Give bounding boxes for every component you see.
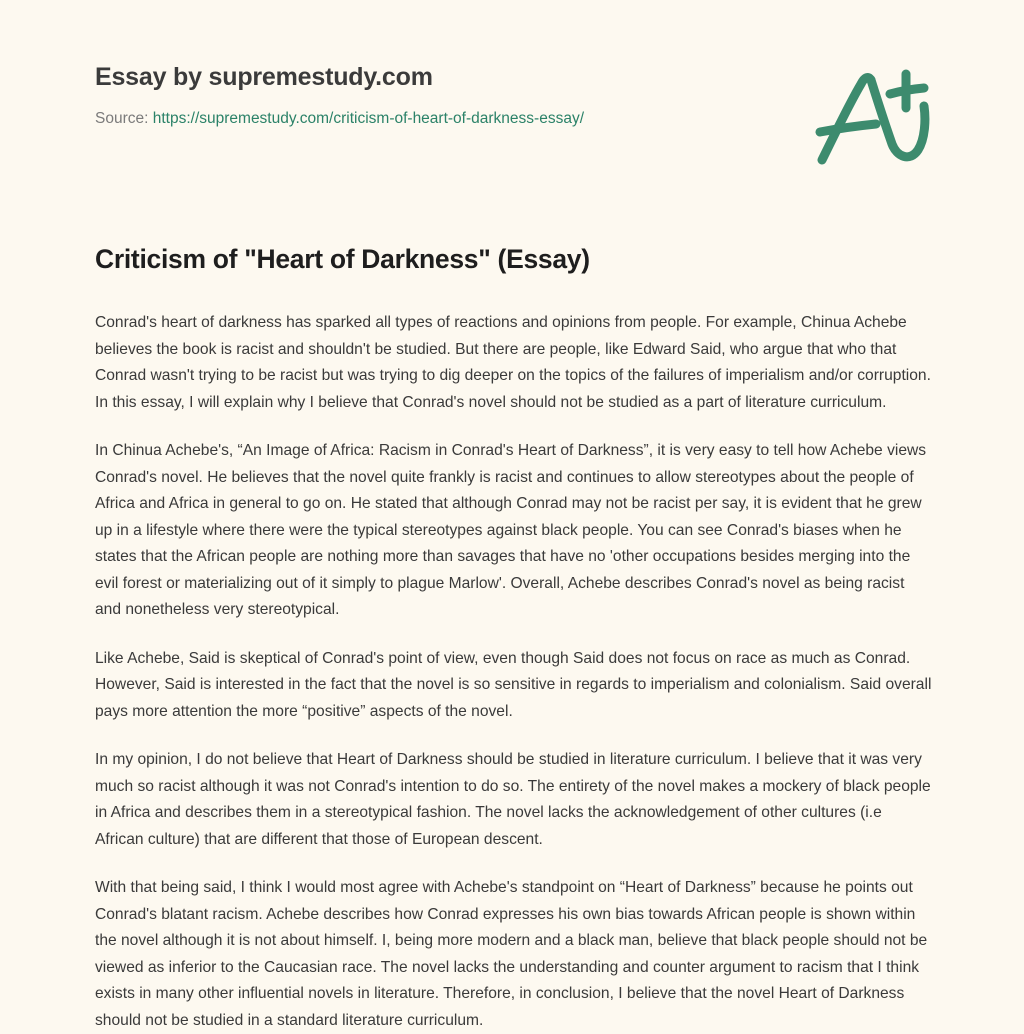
source-line bbox=[95, 109, 795, 129]
article-body bbox=[95, 243, 933, 1034]
a-plus-logo-icon bbox=[806, 62, 936, 172]
paragraph: In Chinua Achebe's, “An Image of Africa: Racism in Conrad's Heart of Darkness”, it is very easy to tell how Achebe views Conrad's novel. He believes that the novel quite frankly is racist and continues to allow stereotypes about the people of Africa and Africa in general to go on. He stated that although Conrad may not be racist per say, it is evident that he grew up in a lifestyle where there were the typical stereotypes against black people. You can see Conrad's biases when he states that the African people are nothing more than savages that have no 'other occupations besides merging into the evil forest or materializing out of it simply to plague Marlow'. Overall, Achebe describes Conrad's novel as being racist and nonetheless very stereotypical. bbox=[95, 442, 927, 619]
paragraph: With that being said, I think I would most agree with Achebe's standpoint on “Heart of Darkness” because he points out Conrad's blatant racism. Achebe describes how Conrad expresses his own bias towards African people is shown within the novel although it is not about himself. I, being more modern and a black man, believe that black people should not be viewed as inferior to the Caucasian race. The novel lacks the understanding and counter argument to racism that I think exists in many other influential novels in literature. Therefore, in conclusion, I believe that the novel Heart of Darkness should not be studied in a standard literature curriculum. bbox=[95, 879, 928, 1029]
paragraph: Like Achebe, Said is skeptical of Conrad's point of view, even though Said does not focus on race as much as Conrad. However, Said is interested in the fact that the novel is so sensitive in regards to imperialism and colonialism. Said overall pays more attention the more “positive” aspects of the novel. bbox=[95, 649, 932, 720]
a-plus-logo bbox=[806, 62, 936, 172]
paragraph: In my opinion, I do not believe that Heart of Darkness should be studied in literature curriculum. I believe that it was very much so racist although it was not Conrad's intention to do so. The entirety of the novel makes a mockery of black people in Africa and describes them in a stereotypical fashion. The novel lacks the acknowledgement of other cultures (i.e African culture) that are different that those of European descent. bbox=[95, 751, 931, 848]
paragraph: Conrad's heart of darkness has sparked all types of reactions and opinions from people. For example, Chinua Achebe believes the book is racist and shouldn't be studied. But there are people, like Edward Said, who argue that who that Conrad wasn't trying to be racist but was trying to dig deeper on the topics of the failures of imperialism and/or corruption. In this essay, I will explain why I believe that Conrad's novel should not be studied as a part of literature curriculum. bbox=[95, 314, 931, 411]
source-url-link[interactable]: https://supremestudy.com/criticism-of-heart-of-darkness-essay/ bbox=[152, 110, 584, 127]
brand-block bbox=[95, 62, 795, 129]
page-header bbox=[0, 0, 1024, 200]
page-title: Criticism of "Heart of Darkness" (Essay) bbox=[95, 244, 590, 274]
brand-title: Essay by supremestudy.com bbox=[95, 63, 433, 91]
source-label: Source: bbox=[95, 110, 149, 127]
